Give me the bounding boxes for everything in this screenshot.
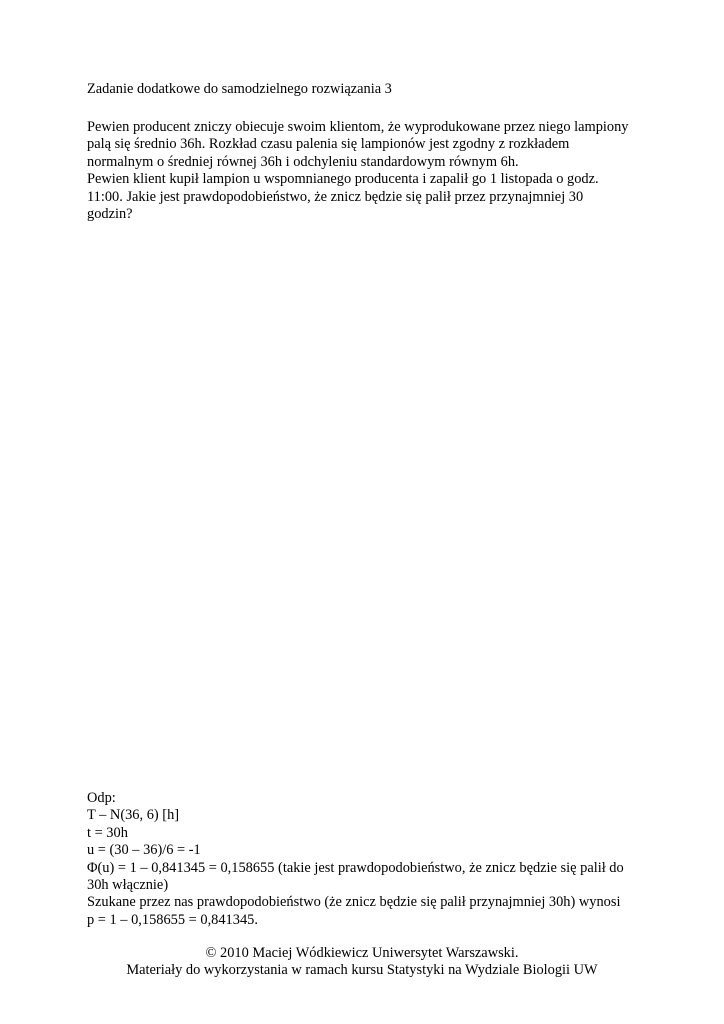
- problem-line: 11:00. Jakie jest prawdopodobieństwo, że znicz będzie się palił przez przynajmniej 30: [87, 188, 584, 205]
- answer-line: u = (30 – 36)/6 = -1: [87, 842, 201, 859]
- answer-line: p = 1 – 0,158655 = 0,841345.: [87, 911, 258, 928]
- footer-note: Materiały do wykorzystania w ramach kursu Statystyki na Wydziale Biologii UW: [126, 962, 598, 979]
- problem-line: normalnym o średniej równej 36h i odchyleniu standardowym równym 6h.: [87, 153, 519, 170]
- problem-line: palą się średnio 36h. Rozkład czasu palenia się lampionów jest zgodny z rozkładem: [87, 136, 570, 153]
- page-footer: [0, 945, 724, 980]
- problem-line: Pewien klient kupił lampion u wspomnianego producenta i zapalił go 1 listopada o godz.: [87, 171, 599, 188]
- footer-copyright: © 2010 Maciej Wódkiewicz Uniwersytet Warszawski.: [205, 945, 519, 961]
- problem-statement: [87, 119, 647, 223]
- title-text: Zadanie dodatkowe do samodzielnego rozwiązania 3: [87, 81, 392, 97]
- answer-line: Φ(u) = 1 – 0,841345 = 0,158655 (takie jest prawdopodobieństwo, że znicz będzie się palił do: [87, 859, 624, 876]
- document-title: [87, 81, 647, 98]
- answer-line: 30h włącznie): [87, 877, 169, 894]
- problem-line: godzin?: [87, 206, 133, 223]
- answer-line: Odp:: [87, 790, 116, 806]
- answer-line: t = 30h: [87, 824, 128, 841]
- answer-line: Szukane przez nas prawdopodobieństwo (że znicz będzie się palił przynajmniej 30h) wynosi: [87, 894, 621, 911]
- answer-section: [87, 790, 647, 929]
- answer-line: T – N(36, 6) [h]: [87, 807, 180, 824]
- problem-line: Pewien producent zniczy obiecuje swoim klientom, że wyprodukowane przez niego lampiony: [87, 119, 629, 135]
